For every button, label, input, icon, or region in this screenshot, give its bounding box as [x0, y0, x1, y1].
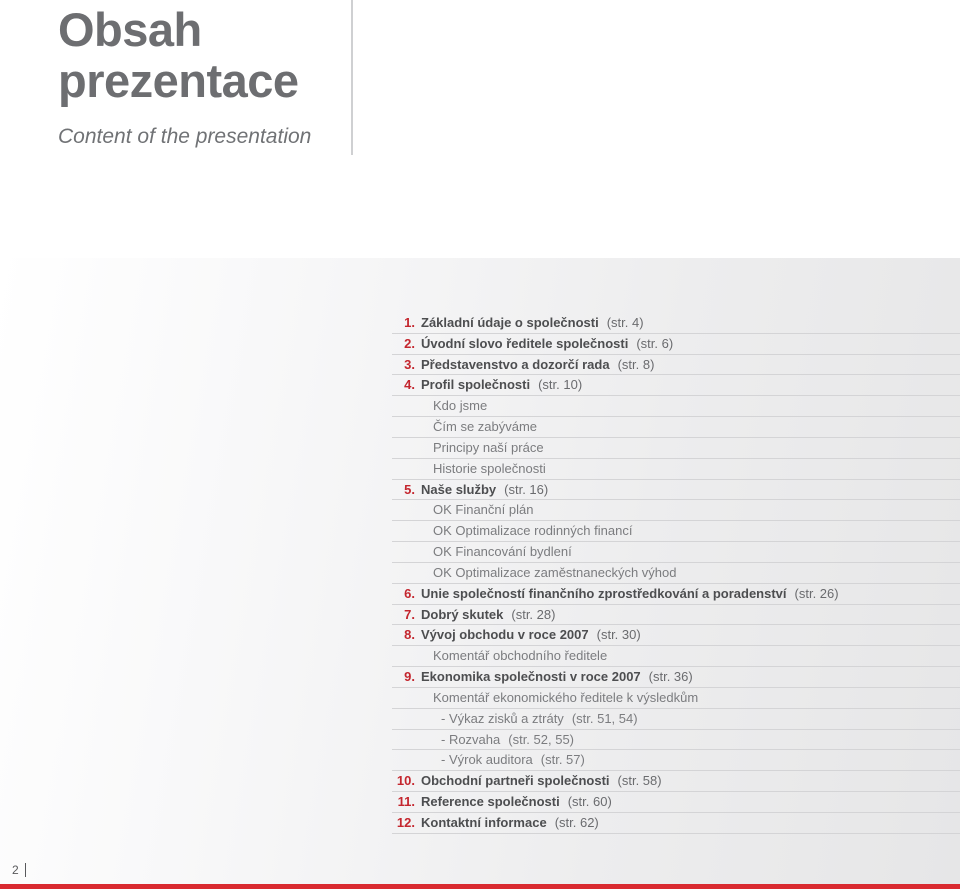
- toc-entry-number: 7.: [404, 606, 415, 622]
- toc-entry-title: [421, 792, 612, 812]
- toc-entry-text: Reference společnosti: [421, 794, 560, 810]
- footer-accent-bar: [0, 884, 960, 889]
- toc-subentry-title: [433, 417, 537, 437]
- toc-entry[interactable]: [392, 375, 960, 396]
- toc-entry-text: Naše služby: [421, 481, 497, 497]
- toc-entry[interactable]: [392, 771, 960, 792]
- toc-entry[interactable]: [392, 625, 960, 646]
- toc-entry[interactable]: [392, 584, 960, 605]
- toc-subentry[interactable]: [392, 521, 960, 542]
- toc-subentry[interactable]: [392, 730, 960, 751]
- toc-entry[interactable]: [392, 813, 960, 834]
- toc-entry-number: 5.: [404, 481, 415, 497]
- toc-entry[interactable]: [392, 313, 960, 334]
- toc-entry-text: Obchodní partneři společnosti: [421, 773, 610, 789]
- toc-page-ref: (str. 62): [554, 814, 599, 830]
- toc-entry-title: [421, 480, 548, 500]
- toc-page-ref: (str. 28): [511, 606, 556, 622]
- toc-entry[interactable]: [392, 667, 960, 688]
- toc-subentry-title: [441, 750, 585, 770]
- toc-page-ref: (str. 57): [540, 752, 585, 768]
- toc-subentry[interactable]: [392, 646, 960, 667]
- toc-entry[interactable]: [392, 334, 960, 355]
- toc-page-ref: (str. 36): [648, 669, 693, 685]
- toc-subentry[interactable]: [392, 709, 960, 730]
- toc-entry-text: Základní údaje o společnosti: [421, 315, 599, 330]
- toc-subentry-title: [433, 500, 533, 520]
- toc-subentry[interactable]: [392, 417, 960, 438]
- toc-entry-number: 12.: [396, 814, 415, 830]
- toc-subentry-text: Komentář ekonomického ředitele k výsledkům: [433, 689, 699, 705]
- toc-entry-title: [421, 584, 839, 604]
- page-number-divider: [25, 863, 26, 877]
- toc-subentry-title: [433, 396, 487, 416]
- toc-subentry[interactable]: [392, 438, 960, 459]
- toc-entry-title: [421, 375, 582, 395]
- toc-entry-title: [421, 625, 641, 645]
- toc-entry-title: [421, 355, 654, 375]
- toc-subentry-text: OK Financování bydlení: [433, 544, 572, 560]
- toc-entry[interactable]: [392, 605, 960, 626]
- toc-entry-number: 11.: [397, 794, 415, 810]
- toc-entry[interactable]: [392, 480, 960, 501]
- toc-page-ref: (str. 10): [538, 377, 583, 393]
- toc-subentry-title: [433, 688, 698, 708]
- toc-entry-text: Úvodní slovo ředitele společnosti: [421, 335, 629, 351]
- toc-subentry-text: Historie společnosti: [433, 460, 546, 476]
- toc-entry-text: Unie společností finančního zprostředkování a poradenství: [421, 585, 787, 601]
- toc-entry-text: Kontaktní informace: [421, 814, 547, 830]
- toc-entry-number: 1.: [404, 315, 415, 330]
- toc-subentry-text: OK Finanční plán: [433, 502, 534, 518]
- toc-entry-title: [421, 313, 644, 333]
- toc-page-ref: (str. 52, 55): [508, 731, 574, 747]
- toc-entry-number: 3.: [404, 356, 415, 372]
- toc-subentry-text: Komentář obchodního ředitele: [433, 648, 608, 664]
- toc-entry-number: 6.: [404, 585, 415, 601]
- title-line-2: prezentace: [58, 54, 299, 107]
- page-number: 2: [12, 863, 19, 877]
- toc-subentry-title: [433, 646, 607, 666]
- toc-subentry-title: [441, 709, 638, 729]
- toc-subentry-text: Čím se zabýváme: [433, 419, 538, 435]
- toc-subentry[interactable]: [392, 396, 960, 417]
- toc-page-ref: (str. 30): [596, 627, 641, 643]
- toc-entry-number: 4.: [404, 377, 415, 393]
- toc-entry-number: 8.: [404, 627, 415, 643]
- toc-subentry-title: [433, 542, 572, 562]
- toc-entry-text: Profil společnosti: [421, 377, 531, 393]
- toc-subentry-title: [433, 521, 632, 541]
- toc-subentry-text: - Rozvaha: [441, 731, 501, 747]
- toc-subentry[interactable]: [392, 542, 960, 563]
- toc-subentry-text: OK Optimalizace zaměstnaneckých výhod: [433, 564, 677, 580]
- toc-subentry-text: OK Optimalizace rodinných financí: [433, 523, 633, 539]
- page-title: [58, 4, 299, 106]
- toc-entry-title: [421, 605, 555, 625]
- toc-entry[interactable]: [392, 792, 960, 813]
- toc-page-ref: (str. 6): [636, 335, 674, 351]
- toc-page-ref: (str. 4): [606, 315, 644, 330]
- table-of-contents: [392, 313, 960, 834]
- title-line-1: Obsah: [58, 3, 202, 56]
- toc-entry-title: [421, 771, 662, 791]
- toc-page-ref: (str. 8): [617, 356, 655, 372]
- toc-entry-text: Vývoj obchodu v roce 2007: [421, 627, 589, 643]
- toc-subentry-text: - Výkaz zisků a ztráty: [441, 710, 564, 726]
- toc-entry-title: [421, 334, 673, 354]
- toc-subentry-title: [433, 438, 544, 458]
- toc-subentry-text: Kdo jsme: [433, 398, 488, 414]
- header-area: [0, 0, 960, 258]
- toc-page-ref: (str. 26): [794, 585, 839, 601]
- toc-entry-title: [421, 813, 599, 833]
- toc-subentry[interactable]: [392, 563, 960, 584]
- toc-entry-text: Představenstvo a dozorčí rada: [421, 356, 610, 372]
- toc-subentry-text: - Výrok auditora: [441, 752, 533, 768]
- page-subtitle: Content of the presentation: [58, 125, 312, 148]
- toc-page-ref: (str. 58): [617, 773, 662, 789]
- toc-entry-text: Dobrý skutek: [421, 606, 504, 622]
- toc-subentry-title: [433, 459, 546, 479]
- toc-entry-number: 2.: [404, 335, 415, 351]
- toc-page-ref: (str. 16): [504, 481, 549, 497]
- toc-page-ref: (str. 60): [567, 794, 612, 810]
- toc-subentry-title: [433, 563, 677, 583]
- toc-subentry[interactable]: [392, 500, 960, 521]
- toc-entry-text: Ekonomika společnosti v roce 2007: [421, 669, 641, 685]
- toc-entry[interactable]: [392, 355, 960, 376]
- toc-subentry-title: [441, 730, 574, 750]
- toc-page-ref: (str. 51, 54): [571, 710, 638, 726]
- toc-subentry-text: Principy naší práce: [433, 439, 544, 455]
- header-divider: [351, 0, 353, 155]
- toc-entry-number: 10.: [396, 773, 415, 789]
- toc-entry-number: 9.: [404, 669, 415, 685]
- toc-subentry[interactable]: [392, 459, 960, 480]
- toc-subentry[interactable]: [392, 750, 960, 771]
- toc-subentry[interactable]: [392, 688, 960, 709]
- toc-entry-title: [421, 667, 693, 687]
